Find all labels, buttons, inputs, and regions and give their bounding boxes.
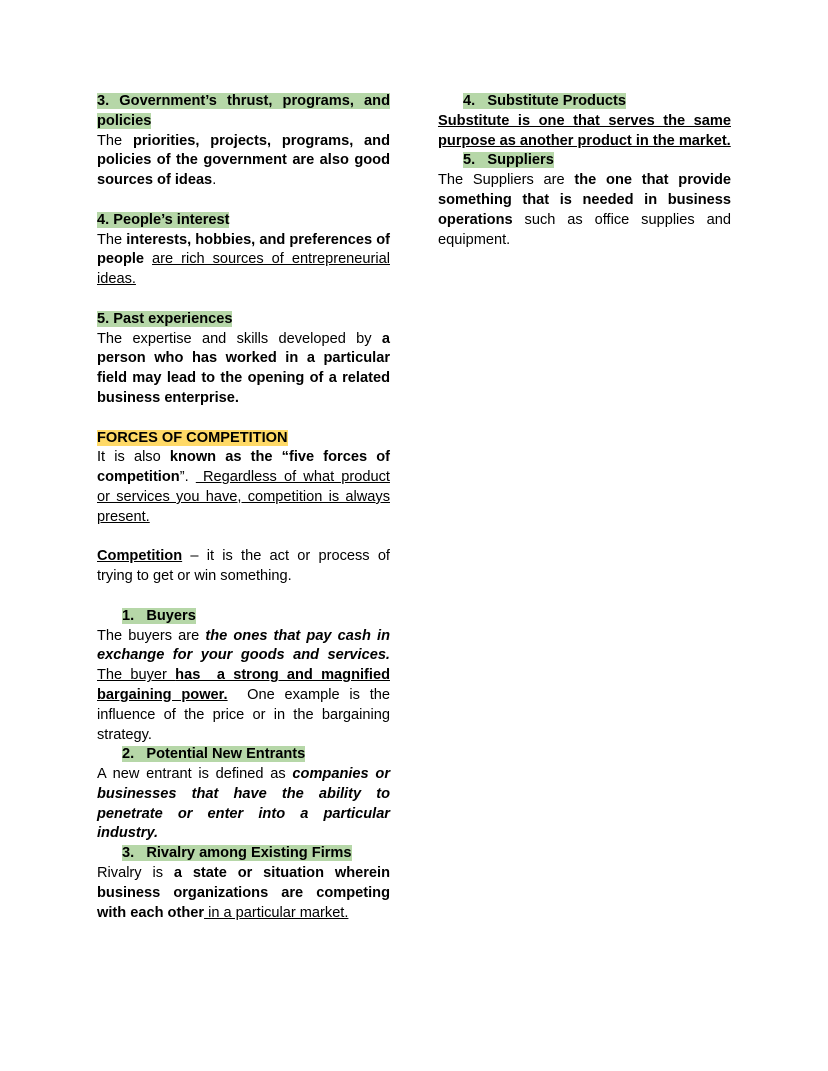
text-run: the ones that pay cash in exchange for your goods and services. — [97, 627, 390, 664]
paragraph-forces-intro — [97, 448, 390, 527]
paragraph-government-thrust — [97, 132, 390, 191]
text-run: has a strong and magnified bargaining power. — [97, 667, 390, 703]
paragraph-buyers — [97, 627, 390, 746]
text-run: Substitute is one that serves the same purpose as another product in the market. — [438, 112, 731, 149]
text-run: The — [97, 132, 133, 149]
list-heading-potential-new-entrants — [97, 745, 390, 765]
paragraph-suppliers — [438, 171, 731, 250]
blank-line — [97, 409, 390, 429]
text-run: the one that provide something that is needed in business operations — [438, 172, 731, 228]
text-run: such as office supplies and equipment. — [438, 211, 731, 248]
highlighted-text-run: 3. Rivalry among Existing Firms — [122, 845, 352, 862]
column-left — [97, 92, 390, 923]
heading-forces-of-competition — [97, 429, 390, 449]
text-run: priorities, projects, programs, and policies of the government are also good sources of ideas — [97, 132, 390, 189]
text-run: are rich sources of entrepreneurial ideas. — [97, 251, 390, 288]
list-heading-rivalry — [97, 844, 390, 864]
text-run: companies or businesses that have the ability to penetrate or enter into a particular industry. — [97, 766, 390, 842]
highlighted-text-run: 4. Substitute Products — [463, 93, 626, 109]
text-run: in a particular market. — [204, 904, 349, 921]
paragraph-potential-new-entrants — [97, 765, 390, 844]
text-run: . — [212, 172, 217, 189]
text-run: interests, hobbies, and preferences of people — [97, 231, 390, 268]
text-run: Regardless of what product or services you have, competition is always present. — [97, 469, 390, 525]
highlighted-text-run: 5. Past experiences — [97, 310, 233, 327]
text-run: One example is the influence of the price or in the bargaining strategy. — [97, 686, 390, 743]
text-run: ”. — [179, 469, 196, 486]
column-right — [438, 92, 731, 250]
highlighted-text-run: 2. Potential New Entrants — [122, 746, 306, 763]
blank-line — [97, 587, 390, 607]
text-run: known as the “five forces of competition — [97, 449, 390, 486]
text-run: The buyers are — [97, 627, 206, 644]
highlighted-text-run: 3. Government’s thrust, programs, and policies — [97, 93, 390, 129]
blank-line — [97, 191, 390, 211]
text-run: A new entrant is defined as — [97, 766, 293, 783]
highlighted-text-run: 1. Buyers — [122, 607, 196, 624]
text-run: The Suppliers are — [438, 172, 575, 189]
blank-line — [97, 528, 390, 548]
text-run: The — [97, 231, 127, 248]
blank-line — [97, 290, 390, 310]
heading-government-thrust — [97, 92, 390, 132]
paragraph-competition-definition — [97, 547, 390, 587]
text-run: a state or situation wherein business organizations are competing with each other — [97, 865, 390, 921]
paragraph-peoples-interest — [97, 231, 390, 290]
text-run: – it is the act or process of trying to get or win something. — [97, 548, 390, 585]
paragraph-past-experiences — [97, 330, 390, 409]
heading-peoples-interest — [97, 211, 390, 231]
highlighted-text-run: 5. Suppliers — [463, 152, 554, 169]
paragraph-substitute-products — [438, 112, 731, 152]
list-heading-suppliers — [438, 151, 731, 171]
text-run: The expertise and skills developed by — [97, 330, 382, 347]
highlighted-text-run: 4. People’s interest — [97, 211, 230, 228]
text-run: Rivalry is — [97, 865, 174, 882]
text-run: It is also — [97, 449, 170, 466]
text-run: a person who has worked in a particular field may lead to the opening of a related business enterprise. — [97, 330, 390, 406]
highlighted-text-run: FORCES OF COMPETITION — [97, 429, 288, 446]
heading-past-experiences — [97, 310, 390, 330]
list-heading-buyers — [97, 607, 390, 627]
text-run: The buyer — [97, 667, 176, 684]
text-run: Competition — [97, 548, 183, 565]
paragraph-rivalry — [97, 864, 390, 923]
list-heading-substitute-products — [438, 92, 731, 112]
